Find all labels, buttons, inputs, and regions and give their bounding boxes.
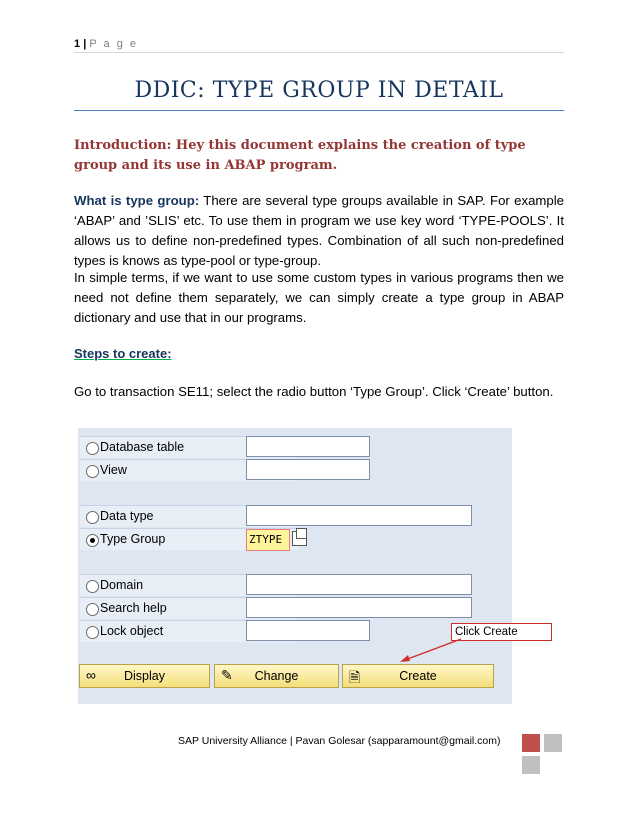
- radio-type-group[interactable]: [86, 534, 99, 547]
- option-label: Lock object: [100, 624, 164, 638]
- type-group-definition: [74, 191, 564, 271]
- step-instruction: Go to transaction SE11; select the radio button ‘Type Group’. Click ‘Create’ button.: [74, 384, 554, 399]
- radio-search-help[interactable]: [86, 603, 99, 616]
- header-separator: |: [83, 38, 87, 50]
- lock-object-input[interactable]: [246, 620, 370, 641]
- page-number: 1: [74, 38, 81, 50]
- copy-icon[interactable]: [292, 531, 307, 546]
- header-divider: [74, 52, 564, 53]
- create-button-label: Create: [399, 669, 437, 683]
- footer-square-gray-bottom: [522, 756, 540, 774]
- view-input[interactable]: [246, 459, 370, 480]
- radio-lock-object[interactable]: [86, 626, 99, 639]
- footer-text: SAP University Alliance | Pavan Golesar (sapparamount@gmail.com): [178, 735, 501, 747]
- footer-square-gray: [544, 734, 562, 752]
- title-divider: [74, 110, 564, 111]
- create-button[interactable]: [342, 664, 494, 688]
- page-header: [74, 38, 138, 50]
- display-button[interactable]: [79, 664, 210, 688]
- pencil-icon: ✎: [221, 667, 233, 683]
- click-create-callout: Click Create: [451, 623, 552, 641]
- footer-square-red: [522, 734, 540, 752]
- definition-text: There are several type groups available in SAP. For example ‘ABAP’ and ’SLIS’ etc. To use them in program we use key word ‘TYPE-POOLS’. It allows us to define non-predefined types. Combination of all such non-predefined types is knows as type-pool or type-group.: [74, 193, 564, 268]
- new-document-icon: 🗎: [349, 669, 361, 685]
- option-label: Type Group: [100, 532, 166, 546]
- page-word: P a g e: [89, 38, 138, 50]
- option-label: Database table: [100, 440, 185, 454]
- definition-lead: What is type group:: [74, 193, 200, 208]
- glasses-icon: ∞: [86, 667, 96, 683]
- option-label: Search help: [100, 601, 167, 615]
- radio-view[interactable]: [86, 465, 99, 478]
- document-title: DDIC: TYPE GROUP IN DETAIL: [134, 78, 504, 103]
- option-label: View: [100, 463, 127, 477]
- type-group-input[interactable]: ZTYPE: [246, 529, 290, 551]
- change-button-label: Change: [254, 669, 299, 683]
- introduction: Introduction: Hey this document explains the creation of type group and its use in ABAP program.: [74, 138, 526, 173]
- database-table-input[interactable]: [246, 436, 370, 457]
- callout-arrow-icon: [395, 636, 465, 666]
- steps-heading: Steps to create:: [74, 346, 172, 361]
- radio-data-type[interactable]: [86, 511, 99, 524]
- display-button-label: Display: [124, 669, 165, 683]
- data-type-input[interactable]: [246, 505, 472, 526]
- radio-domain[interactable]: [86, 580, 99, 593]
- domain-input[interactable]: [246, 574, 472, 595]
- option-label: Data type: [100, 509, 154, 523]
- change-button[interactable]: [214, 664, 339, 688]
- option-label: Domain: [100, 578, 144, 592]
- radio-database-table[interactable]: [86, 442, 99, 455]
- search-help-input[interactable]: [246, 597, 472, 618]
- simple-terms-paragraph: In simple terms, if we want to use some custom types in various programs then we need not define them separately, we can simply create a type group in ABAP dictionary and use that in our programs.: [74, 270, 564, 325]
